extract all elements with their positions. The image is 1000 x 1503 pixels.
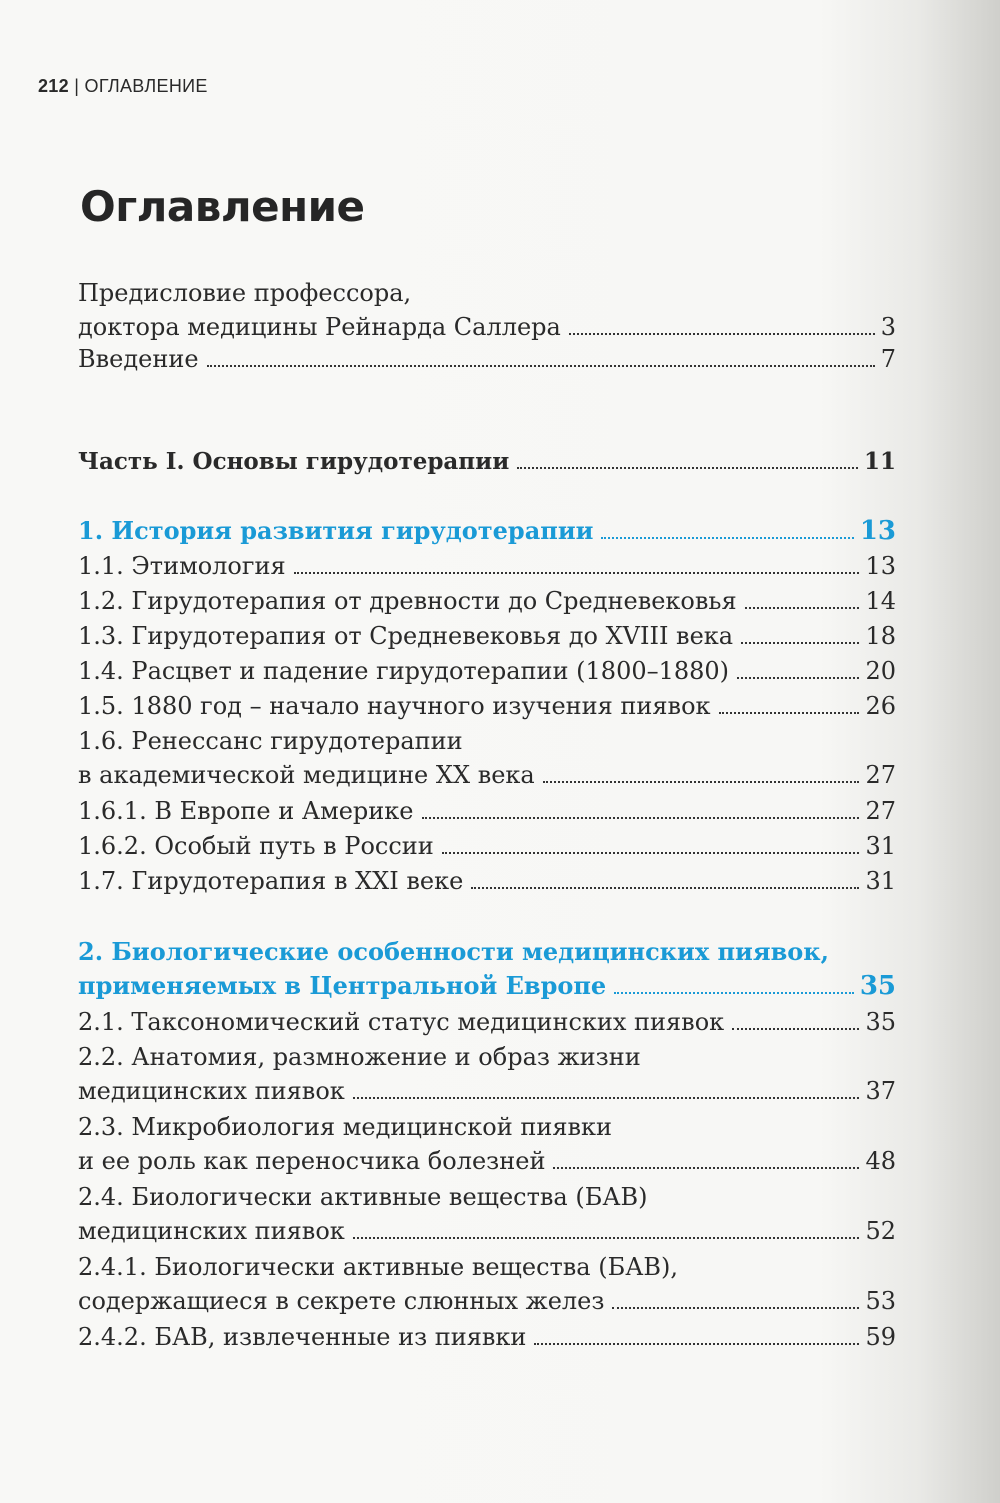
toc-page-number: 27 — [865, 797, 896, 825]
toc-entry — [78, 1320, 896, 1354]
toc-entry — [78, 864, 896, 898]
leader-dots — [543, 781, 860, 783]
toc-entry-text: 2.4.2. БАВ, извлеченные из пиявки — [78, 1323, 527, 1351]
header-section: ОГЛАВЛЕНИЕ — [84, 76, 208, 96]
toc-page-number: 59 — [865, 1323, 896, 1351]
toc-entry-introduction — [78, 342, 896, 376]
toc-page-number: 31 — [865, 832, 896, 860]
toc-entry-text: 1.1. Этимология — [78, 552, 286, 580]
toc-entry-text: в академической медицине XX века — [78, 761, 535, 789]
toc-page-number: 14 — [865, 587, 896, 615]
toc-page-number: 20 — [865, 657, 896, 685]
toc-page-number: 7 — [880, 345, 896, 373]
toc-page-number: 27 — [865, 761, 896, 789]
leader-dots — [719, 712, 860, 714]
toc-entry-text: 1.6.2. Особый путь в России — [78, 832, 434, 860]
toc-entry — [78, 829, 896, 863]
toc-page-number: 18 — [865, 622, 896, 650]
toc-entry — [78, 1180, 896, 1248]
toc-entry-chapter-2 — [78, 935, 896, 1003]
leader-dots — [422, 817, 860, 819]
toc-page-number: 13 — [859, 516, 896, 546]
toc-entry-text-line1: 2.4. Биологически активные вещества (БАВ) — [78, 1183, 648, 1211]
leader-dots — [294, 572, 860, 574]
toc-page-number: 11 — [863, 448, 896, 475]
toc-entry-text: 2.1. Таксономический статус медицинских пиявок — [78, 1008, 725, 1036]
running-header — [38, 76, 208, 97]
toc-entry-text: 1.6.1. В Европе и Америке — [78, 797, 414, 825]
toc-entry-text-line1: 2. Биологические особенности медицинских пиявок, — [78, 937, 829, 966]
toc-entry-text: 1. История развития гирудотерапии — [78, 516, 594, 545]
leader-dots — [534, 1343, 859, 1345]
header-separator: | — [74, 76, 80, 96]
toc-entry-part-1 — [78, 445, 896, 479]
toc-entry-text: 1.3. Гирудотерапия от Средневековья до XVIII века — [78, 622, 734, 650]
toc-entry-chapter-1 — [78, 514, 896, 548]
leader-dots — [601, 537, 853, 539]
toc-entry — [78, 724, 896, 792]
toc-entry-text-line1: Предисловие профессора, — [78, 279, 412, 307]
toc-entry — [78, 619, 896, 653]
toc-entry-text-line1: 2.4.1. Биологически активные вещества (БАВ), — [78, 1253, 679, 1281]
toc-page-number: 31 — [865, 867, 896, 895]
toc-entry — [78, 654, 896, 688]
toc-page-number: 37 — [865, 1077, 896, 1105]
toc-entry-preface — [78, 276, 896, 344]
toc-entry-text-line1: 2.2. Анатомия, размножение и образ жизни — [78, 1043, 641, 1071]
toc-page-number: 53 — [865, 1287, 896, 1315]
leader-dots — [745, 607, 860, 609]
leader-dots — [471, 887, 859, 889]
toc-entry-text: медицинских пиявок — [78, 1217, 345, 1245]
toc-entry — [78, 1110, 896, 1178]
toc-entry — [78, 1250, 896, 1318]
toc-entry-text: доктора медицины Рейнарда Саллера — [78, 313, 561, 341]
leader-dots — [353, 1237, 860, 1239]
toc-entry — [78, 584, 896, 618]
toc-page-number: 13 — [865, 552, 896, 580]
toc-entry — [78, 1040, 896, 1108]
toc-entry-text: содержащиеся в секрете слюнных желез — [78, 1287, 605, 1315]
toc-entry-text: применяемых в Центральной Европе — [78, 971, 607, 1000]
leader-dots — [569, 333, 875, 335]
leader-dots — [207, 365, 875, 367]
toc-page-number: 35 — [859, 971, 896, 1001]
toc-entry-text: 1.7. Гирудотерапия в XXI веке — [78, 867, 464, 895]
toc-entry-text: Часть I. Основы гирудотерапии — [78, 448, 510, 475]
toc-entry-text-line1: 2.3. Микробиология медицинской пиявки — [78, 1113, 612, 1141]
toc-entry — [78, 689, 896, 723]
leader-dots — [737, 677, 859, 679]
toc-entry-text: медицинских пиявок — [78, 1077, 345, 1105]
leader-dots — [442, 852, 860, 854]
toc-entry-text: и ее роль как переносчика болезней — [78, 1147, 546, 1175]
leader-dots — [553, 1167, 859, 1169]
toc-entry — [78, 549, 896, 583]
toc-entry-text: 1.2. Гирудотерапия от древности до Средневековья — [78, 587, 737, 615]
toc-entry-text-line1: 1.6. Ренессанс гирудотерапии — [78, 727, 463, 755]
toc-page-number: 48 — [865, 1147, 896, 1175]
leader-dots — [741, 642, 859, 644]
toc-entry — [78, 794, 896, 828]
toc-page-number: 35 — [865, 1008, 896, 1036]
page-title: Оглавление — [80, 182, 365, 231]
leader-dots — [614, 992, 854, 994]
page-number: 212 — [38, 76, 69, 96]
leader-dots — [353, 1097, 860, 1099]
toc-entry-text: 1.5. 1880 год – начало научного изучения пиявок — [78, 692, 711, 720]
toc-entry — [78, 1005, 896, 1039]
toc-entry-text: Введение — [78, 345, 199, 373]
toc-page-number: 3 — [880, 313, 896, 341]
toc-entry-text: 1.4. Расцвет и падение гирудотерапии (1800–1880) — [78, 657, 730, 685]
toc-page-number: 52 — [865, 1217, 896, 1245]
leader-dots — [612, 1307, 859, 1309]
leader-dots — [732, 1028, 859, 1030]
toc-page-number: 26 — [865, 692, 896, 720]
leader-dots — [517, 467, 858, 469]
